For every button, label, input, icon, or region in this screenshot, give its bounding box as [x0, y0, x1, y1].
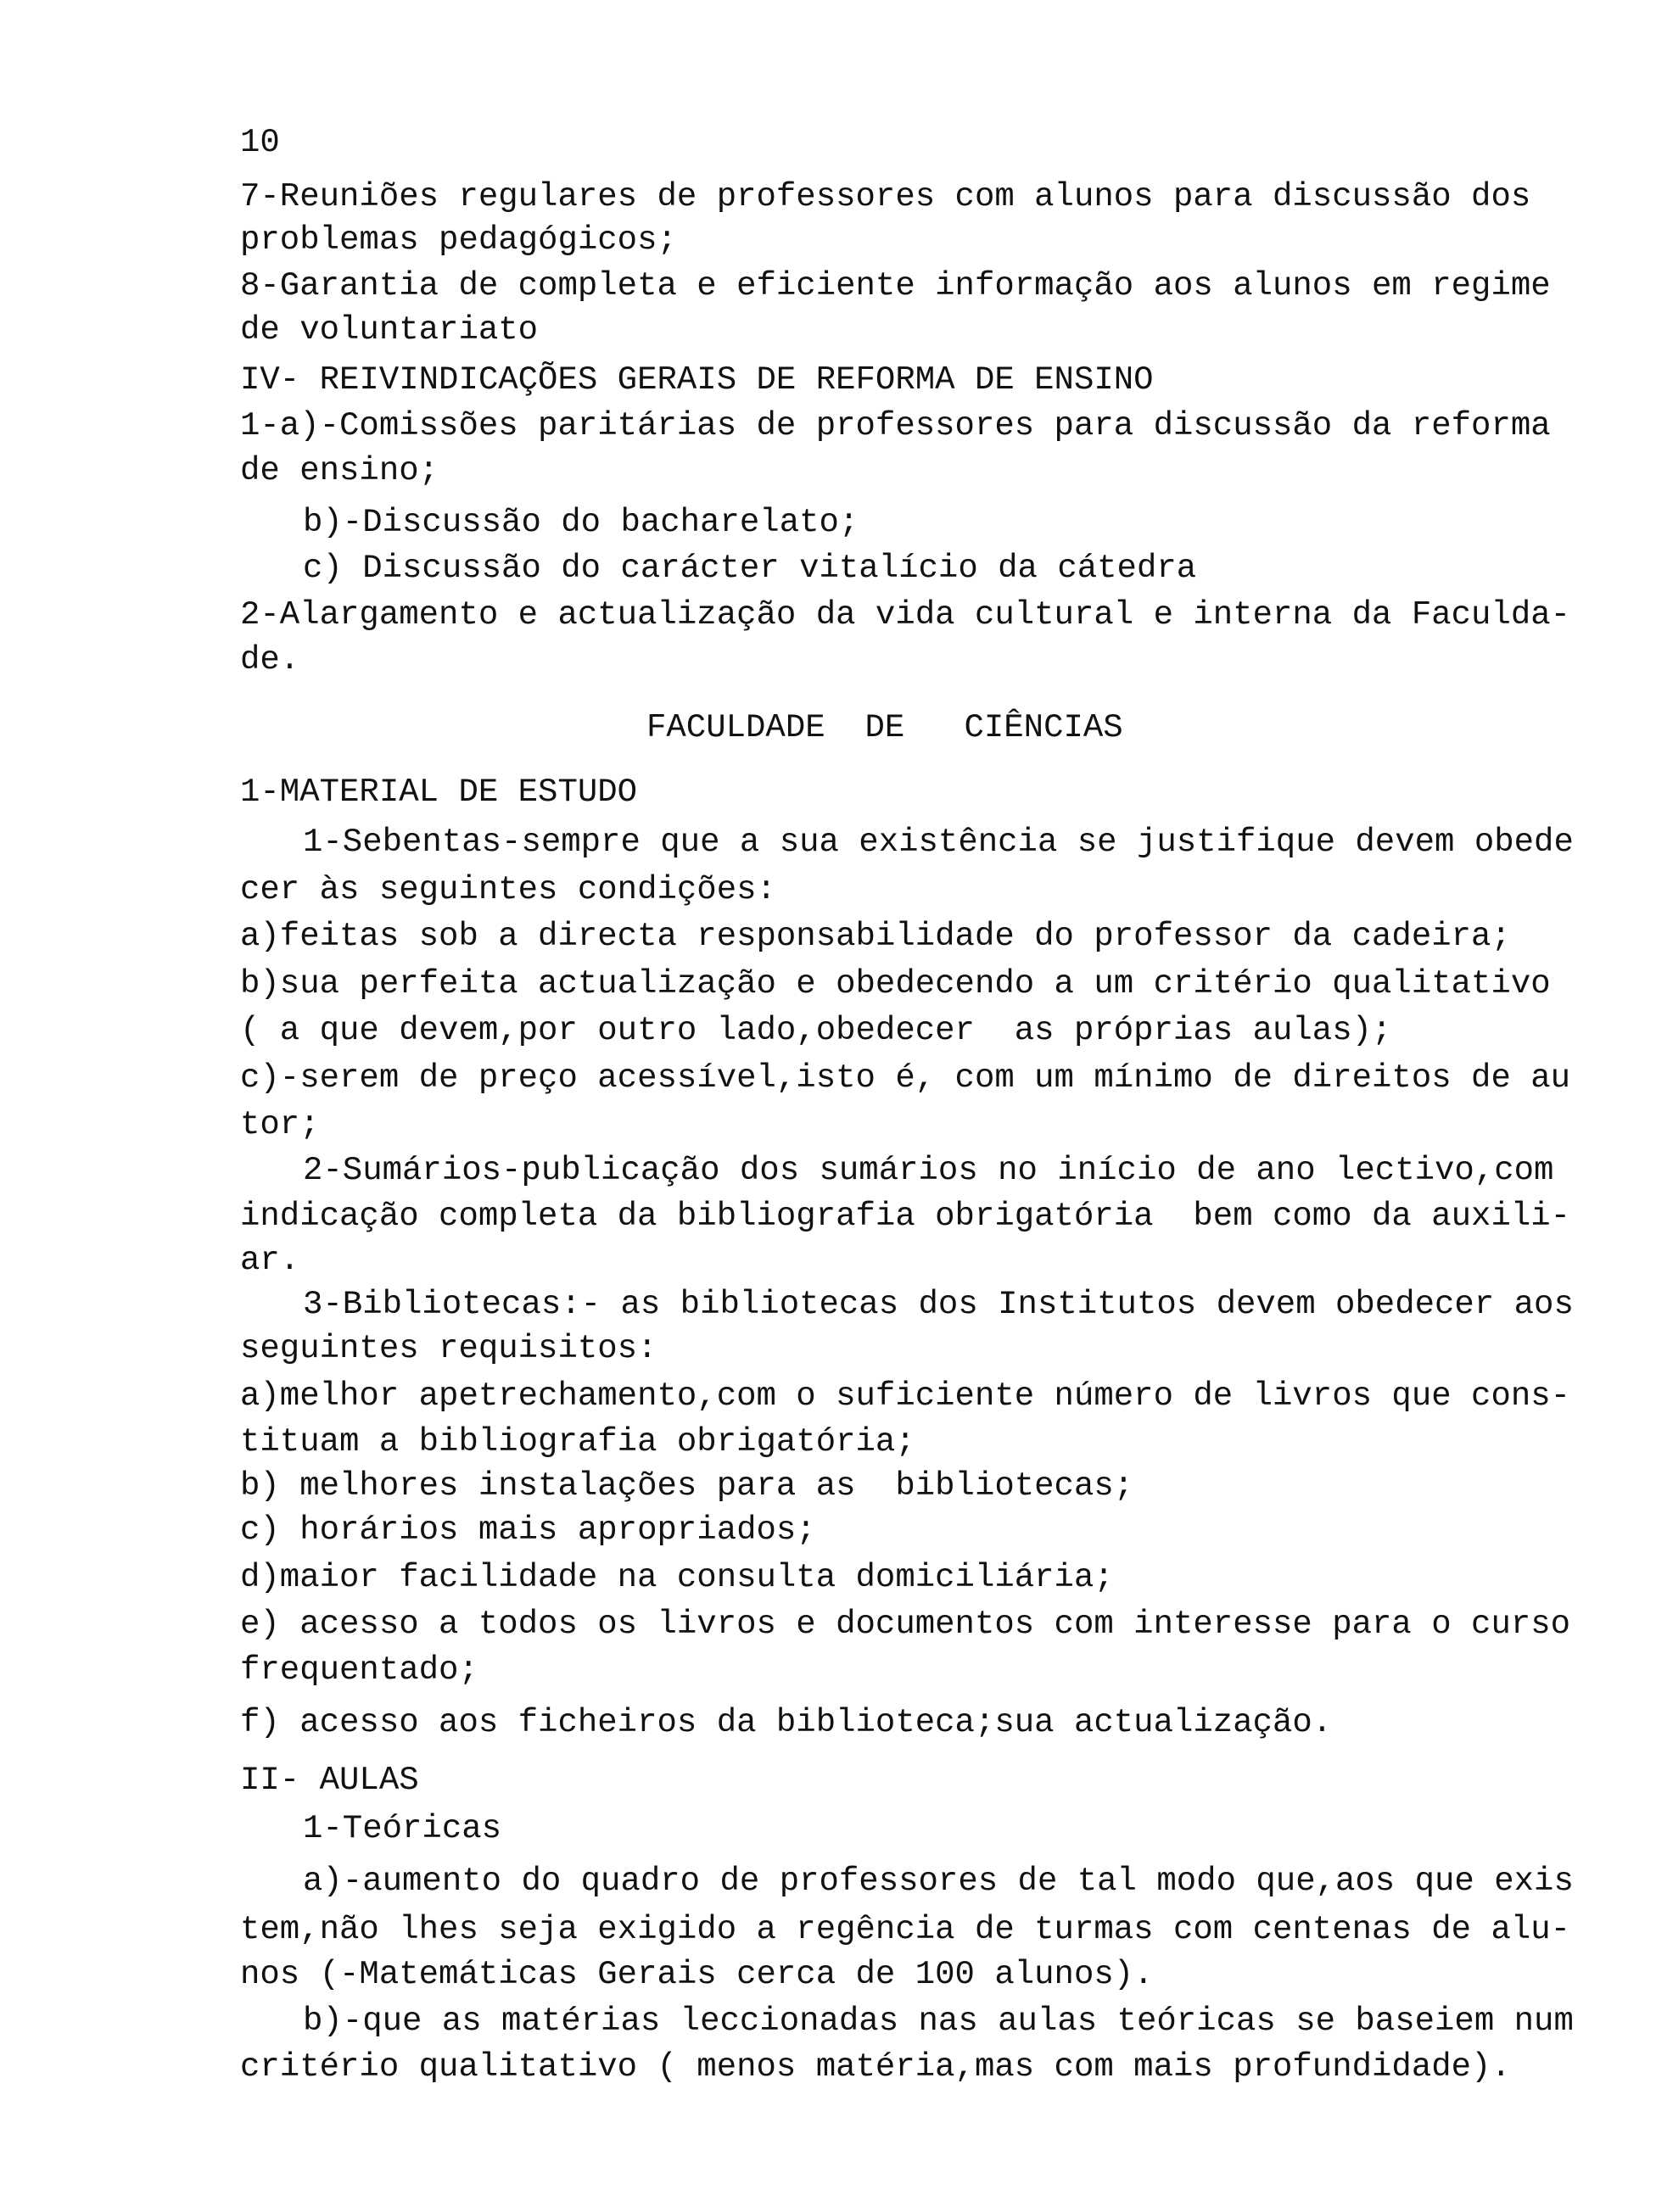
text-line: II- AULAS: [240, 1762, 419, 1799]
text-line: 7-Reuniões regulares de professores com alunos para discussão dos: [240, 178, 1531, 215]
text-line: b)sua perfeita actualização e obedecendo a um critério qualitativo: [240, 965, 1551, 1003]
text-line: 2-Sumários-publicação dos sumários no início de ano lectivo,com: [303, 1152, 1554, 1189]
text-line: d)maior facilidade na consulta domiciliária;: [240, 1559, 1114, 1596]
text-line: indicação completa da bibliografia obrigatória bem como da auxili-: [240, 1198, 1571, 1235]
text-line: c)-serem de preço acessível,isto é, com um mínimo de direitos de au: [240, 1059, 1571, 1097]
text-line: c) horários mais apropriados;: [240, 1511, 816, 1549]
text-line: cer às seguintes condições:: [240, 871, 776, 908]
text-line: IV- REIVINDICAÇÕES GERAIS DE REFORMA DE ENSINO: [240, 361, 1154, 399]
text-line: a)feitas sob a directa responsabilidade do professor da cadeira;: [240, 918, 1511, 955]
text-line: tem,não lhes seja exigido a regência de turmas com centenas de alu-: [240, 1911, 1571, 1948]
text-line: ( a que devem,por outro lado,obedecer as próprias aulas);: [240, 1012, 1392, 1049]
text-line: de voluntariato: [240, 311, 539, 349]
page-number: 10: [240, 124, 280, 161]
text-line: b) melhores instalações para as bibliotecas;: [240, 1467, 1134, 1505]
text-line: 1-a)-Comissões paritárias de professores para discussão da reforma: [240, 407, 1551, 444]
text-line: seguintes requisitos:: [240, 1330, 657, 1367]
text-line: b)-Discussão do bacharelato;: [303, 504, 859, 541]
text-line: problemas pedagógicos;: [240, 221, 677, 259]
text-line: e) acesso a todos os livros e documentos com interesse para o curso: [240, 1606, 1571, 1643]
text-line: 1-Teóricas: [303, 1810, 502, 1847]
text-line: de.: [240, 641, 300, 679]
text-line: 3-Bibliotecas:- as bibliotecas dos Institutos devem obedecer aos: [303, 1286, 1574, 1323]
text-line: 1-Sebentas-sempre que a sua existência se justifique devem obede: [303, 824, 1574, 861]
text-line: tituam a bibliografia obrigatória;: [240, 1423, 915, 1461]
text-line: c) Discussão do carácter vitalício da cátedra: [303, 550, 1197, 587]
text-line: de ensino;: [240, 452, 439, 489]
text-line: nos (-Matemáticas Gerais cerca de 100 alunos).: [240, 1956, 1154, 1993]
text-line: frequentado;: [240, 1651, 478, 1689]
text-line: tor;: [240, 1106, 320, 1143]
text-line: f) acesso aos ficheiros da biblioteca;sua actualização.: [240, 1704, 1333, 1741]
text-line: a)melhor apetrechamento,com o suficiente número de livros que cons-: [240, 1377, 1571, 1415]
text-line: 8-Garantia de completa e eficiente informação aos alunos em regime: [240, 267, 1551, 304]
section-heading: FACULDADE DE CIÊNCIAS: [646, 709, 1123, 746]
text-line: 1-MATERIAL DE ESTUDO: [240, 774, 638, 811]
text-line: 2-Alargamento e actualização da vida cultural e interna da Faculda-: [240, 596, 1571, 634]
text-line: ar.: [240, 1242, 300, 1279]
text-line: critério qualitativo ( menos matéria,mas com mais profundidade).: [240, 2048, 1511, 2086]
text-line: b)-que as matérias leccionadas nas aulas teóricas se baseiem num: [303, 2003, 1574, 2040]
text-line: a)-aumento do quadro de professores de tal modo que,aos que exis: [303, 1863, 1574, 1900]
